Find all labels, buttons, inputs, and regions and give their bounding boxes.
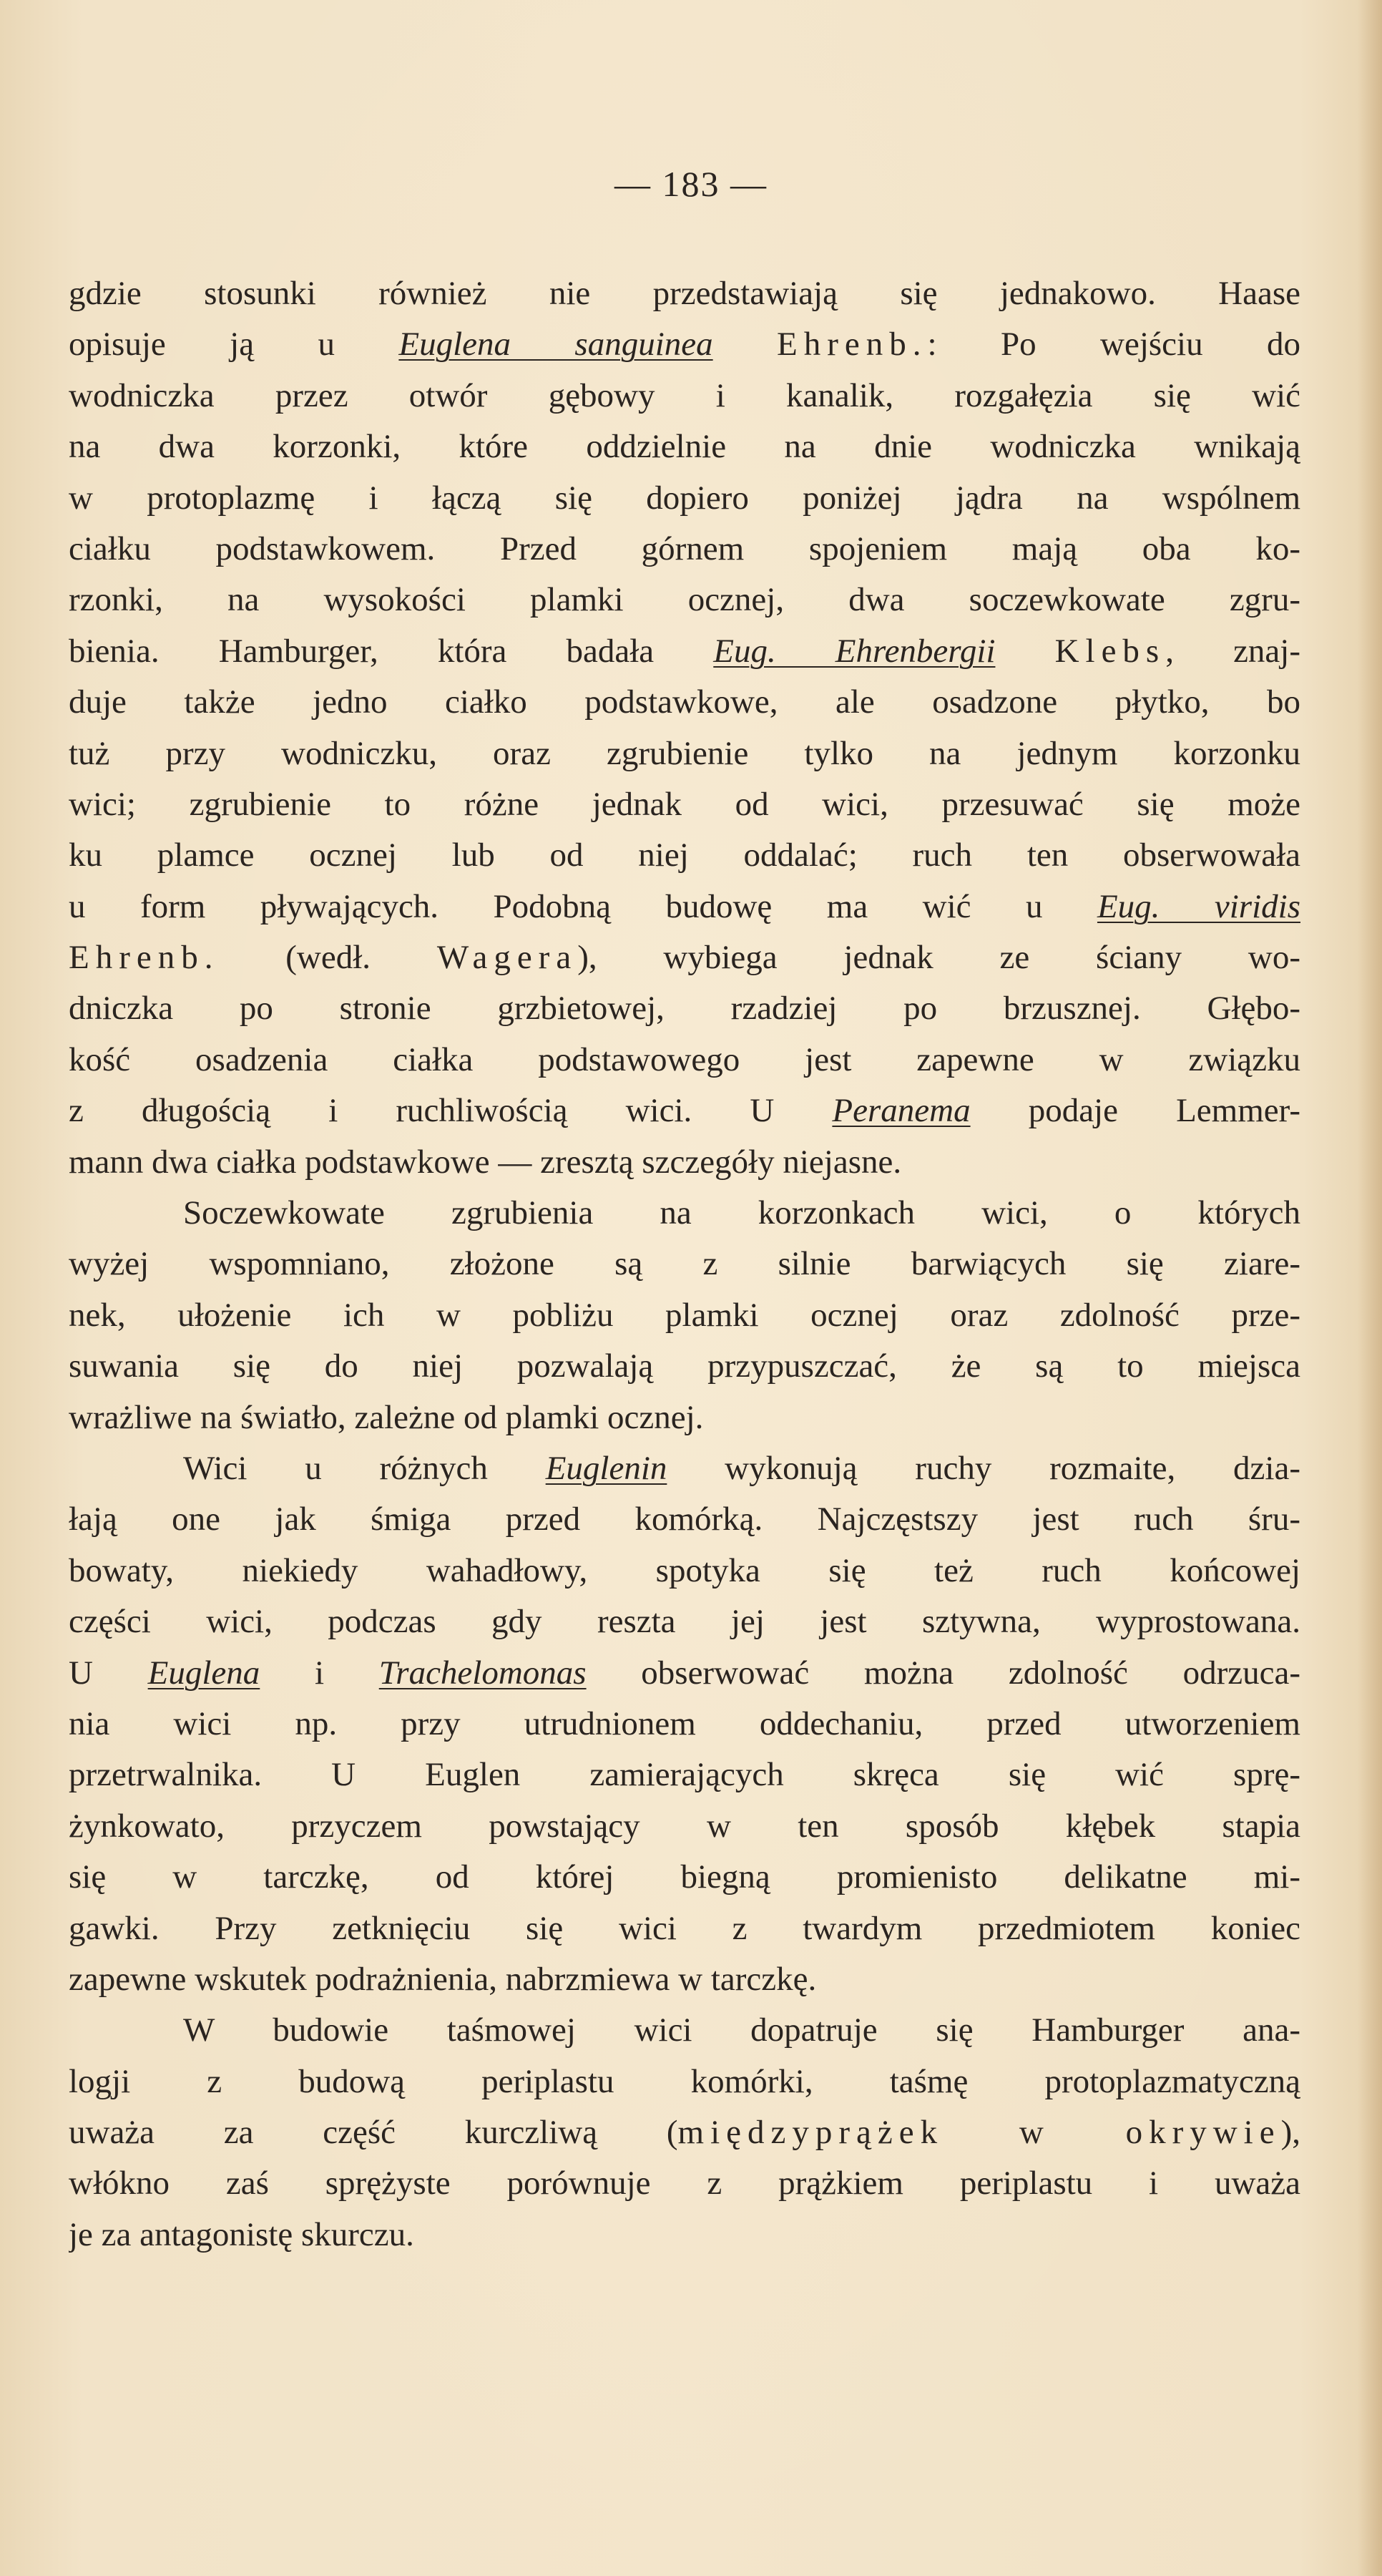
text-segment: zapewne wskutek podrażnienia, nabrzmiewa w tarczkę. <box>69 1960 817 1998</box>
italic-term: Eug. viridis <box>1097 887 1300 925</box>
text-segment: wykonują ruchy rozmaite, dzia- <box>667 1449 1300 1487</box>
spaced-name: międzyprążek w okrywie <box>677 2114 1281 2152</box>
text-line <box>69 2210 1300 2260</box>
text-segment: obserwować można zdolność odrzuca- <box>586 1654 1300 1692</box>
text-line <box>69 575 1300 625</box>
text-line <box>69 1392 1300 1443</box>
text-line <box>69 1903 1300 1954</box>
text-line <box>69 1750 1300 1800</box>
spaced-name: Klebs <box>1054 632 1166 670</box>
italic-term: Euglenin <box>545 1449 667 1487</box>
text-segment: U <box>69 1654 148 1692</box>
text-segment: mann dwa ciałka podstawkowe — zresztą szczegóły niejasne. <box>69 1143 902 1181</box>
text-line <box>69 2158 1300 2209</box>
text-segment: W budowie taśmowej wici dopatruje się Hamburger ana- <box>183 2011 1300 2049</box>
text-segment: przetrwalnika. U Euglen zamierających skręca się wić sprę- <box>69 1756 1300 1794</box>
text-segment: je za antagonistę skurczu. <box>69 2215 414 2253</box>
text-segment: logji z budową periplastu komórki, taśmę protoplazmatyczną <box>69 2062 1300 2100</box>
text-segment: opisuje ją u <box>69 326 399 364</box>
text-segment: ku plamce ocznej lub od niej oddalać; ruch ten obserwowała <box>69 836 1300 874</box>
text-line <box>69 1954 1300 2005</box>
text-line <box>69 779 1300 830</box>
text-segment: nek, ułożenie ich w pobliżu plamki ocznej oraz zdolność prze- <box>69 1296 1300 1334</box>
text-line <box>69 1494 1300 1545</box>
text-segment: Wici u różnych <box>183 1449 546 1487</box>
text-segment: łają one jak śmiga przed komórką. Najczęstszy jest ruch śru- <box>69 1501 1300 1538</box>
spaced-name: Ehrenb. <box>777 326 928 364</box>
page-number: — 183 — <box>614 164 768 204</box>
text-line <box>69 1648 1300 1699</box>
text-segment: (wedł. <box>219 939 437 977</box>
text-segment: , znaj- <box>1165 632 1300 670</box>
text-line <box>69 1290 1300 1341</box>
italic-term: Trachelomonas <box>378 1654 587 1692</box>
text-segment: wrażliwe na światło, zależne od plamki ocznej. <box>69 1398 704 1436</box>
text-segment: z długością i ruchliwością wici. U <box>69 1092 833 1130</box>
text-line <box>69 1852 1300 1903</box>
text-line <box>69 1801 1300 1852</box>
text-segment: tuż przy wodniczku, oraz zgrubienie tylko na jednym korzonku <box>69 734 1300 772</box>
text-line <box>69 421 1300 472</box>
text-segment: części wici, podczas gdy reszta jej jest sztywna, wyprostowana. <box>69 1603 1300 1641</box>
text-segment: na dwa korzonki, które oddzielnie na dnie wodniczka wnikają <box>69 428 1300 466</box>
text-segment: bowaty, niekiedy wahadłowy, spotyka się też ruch końcowej <box>69 1551 1300 1589</box>
text-segment: kość osadzenia ciałka podstawowego jest zapewne w związku <box>69 1040 1300 1078</box>
text-line <box>69 677 1300 728</box>
text-line <box>69 1085 1300 1136</box>
text-segment <box>995 633 1054 670</box>
text-line <box>69 1341 1300 1392</box>
italic-term: Peranema <box>832 1092 971 1130</box>
text-line <box>69 1596 1300 1647</box>
text-line <box>69 626 1300 677</box>
text-segment: dniczka po stronie grzbietowej, rzadziej po brzusznej. Głębo- <box>69 990 1300 1028</box>
text-line <box>69 1137 1300 1188</box>
text-segment: u form pływających. Podobną budowę ma wić u <box>69 887 1097 925</box>
page-edge-shadow <box>1358 0 1382 2576</box>
italic-term: Euglena <box>147 1654 260 1692</box>
text-line <box>69 728 1300 779</box>
text-line <box>69 2107 1300 2158</box>
text-segment: suwania się do niej pozwalają przypuszczać, że są to miejsca <box>69 1347 1300 1385</box>
text-segment: i <box>260 1654 379 1692</box>
text-line <box>69 882 1300 932</box>
text-line <box>69 371 1300 421</box>
text-segment: Soczewkowate zgrubienia na korzonkach wici, o których <box>183 1194 1300 1232</box>
italic-term: Eug. Ehrenbergii <box>713 632 996 670</box>
text-segment: włókno zaś sprężyste porównuje z prążkiem periplastu i uważa <box>69 2165 1300 2202</box>
text-segment: wodniczka przez otwór gębowy i kanalik, rozgałęzia się wić <box>69 376 1300 414</box>
text-line <box>69 268 1300 319</box>
text-line <box>69 319 1300 370</box>
text-line <box>69 1443 1300 1494</box>
text-line <box>69 1546 1300 1596</box>
text-segment: nia wici np. przy utrudnionem oddechaniu, przed utworzeniem <box>69 1704 1300 1742</box>
text-segment: ciałku podstawkowem. Przed górnem spojeniem mają oba ko- <box>69 530 1300 567</box>
text-segment: w protoplazmę i łączą się dopiero poniżej jądra na wspólnem <box>69 479 1300 517</box>
text-segment <box>713 326 777 363</box>
text-segment: podaje Lemmer- <box>970 1092 1300 1130</box>
text-segment: ), <box>1280 2114 1300 2152</box>
text-line <box>69 473 1300 524</box>
text-line <box>69 1035 1300 1085</box>
text-line <box>69 524 1300 575</box>
text-line <box>69 932 1300 983</box>
text-line <box>69 2057 1300 2107</box>
text-segment: uważa za część kurczliwą ( <box>69 2114 678 2152</box>
text-segment: ), wybiega jednak ze ściany wo- <box>577 939 1300 977</box>
text-line <box>69 830 1300 881</box>
text-segment: bienia. Hamburger, która badała <box>69 632 714 670</box>
text-segment: wyżej wspomniano, złożone są z silnie barwiących się ziare- <box>69 1245 1300 1283</box>
body-text <box>69 268 1300 2260</box>
text-line <box>69 2005 1300 2056</box>
spaced-name: Wagera <box>436 939 578 977</box>
text-segment: wici; zgrubienie to różne jednak od wici, przesuwać się może <box>69 785 1300 823</box>
text-segment: gdzie stosunki również nie przedstawiają się jednakowo. Haase <box>69 275 1300 312</box>
text-line <box>69 983 1300 1034</box>
text-line <box>69 1699 1300 1750</box>
spaced-name: Ehrenb. <box>69 939 220 977</box>
text-segment: rzonki, na wysokości plamki ocznej, dwa soczewkowate zgru- <box>69 581 1300 619</box>
italic-term: Euglena sanguinea <box>398 326 713 364</box>
text-line <box>69 1239 1300 1289</box>
text-segment: żynkowato, przyczem powstający w ten sposób kłębek stapia <box>69 1807 1300 1845</box>
text-segment: się w tarczkę, od której biegną promienisto delikatne mi- <box>69 1858 1300 1896</box>
text-line <box>69 1188 1300 1239</box>
text-segment: duje także jedno ciałko podstawkowe, ale osadzone płytko, bo <box>69 683 1300 721</box>
text-segment: gawki. Przy zetknięciu się wici z twardym przedmiotem koniec <box>69 1909 1300 1947</box>
text-segment: : Po wejściu do <box>927 326 1300 364</box>
